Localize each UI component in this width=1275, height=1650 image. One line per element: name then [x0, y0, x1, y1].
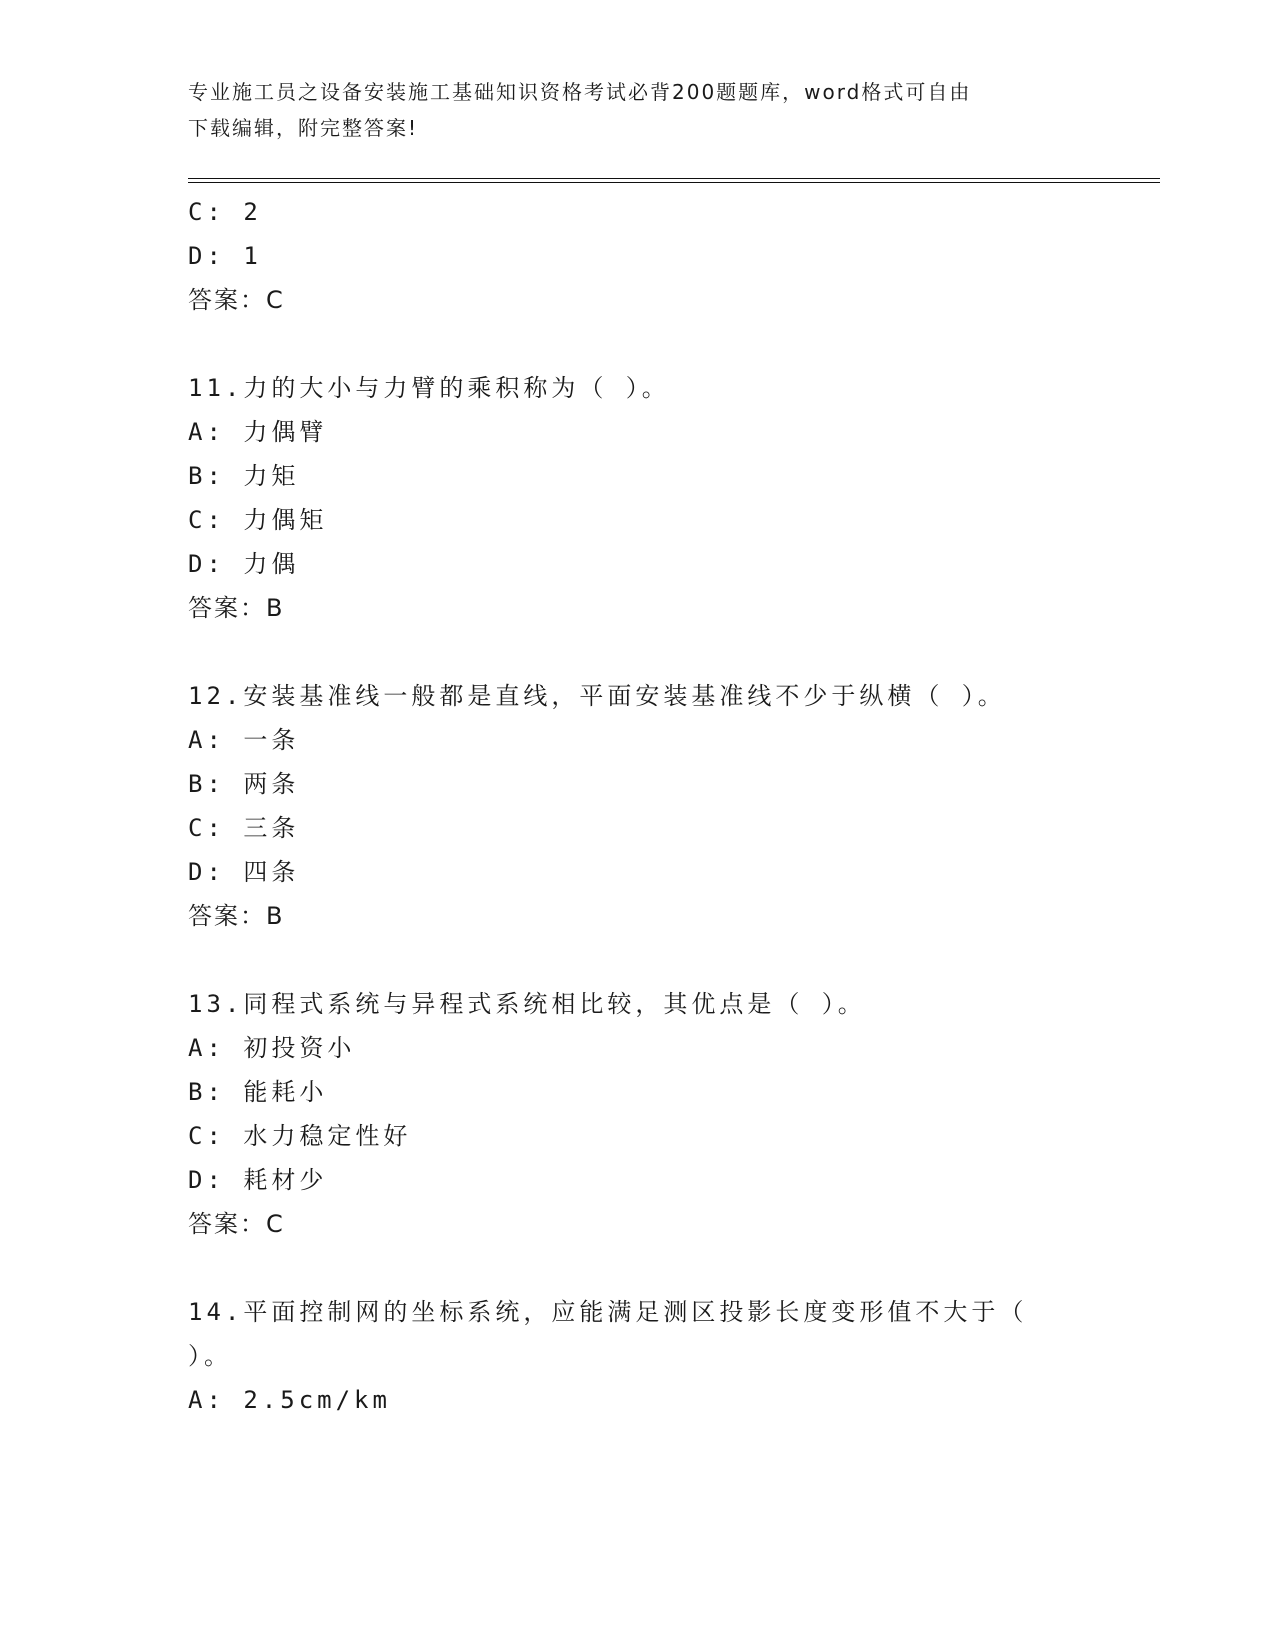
header-divider-bottom — [188, 182, 1160, 183]
header-line-2: 下载编辑，附完整答案! — [188, 116, 419, 140]
option-c: C: 力偶矩 — [188, 506, 328, 534]
option-d: D: 耗材少 — [188, 1166, 328, 1194]
option-b: B: 力矩 — [188, 462, 300, 490]
question-13: 13.同程式系统与异程式系统相比较，其优点是（ ）。 — [188, 990, 866, 1018]
answer-line: 答案：B — [188, 594, 285, 622]
option-d: D: 四条 — [188, 858, 300, 886]
option-a: A: 力偶臂 — [188, 418, 328, 446]
question-14: 14.平面控制网的坐标系统，应能满足测区投影长度变形值不大于（ — [188, 1298, 1028, 1326]
option-b: B: 能耗小 — [188, 1078, 328, 1106]
question-14-continued: ）。 — [188, 1342, 232, 1370]
option-b: B: 两条 — [188, 770, 300, 798]
option-a: A: 一条 — [188, 726, 300, 754]
option-c: C: 三条 — [188, 814, 300, 842]
document-header — [188, 74, 1088, 146]
option-c: C: 水力稳定性好 — [188, 1122, 412, 1150]
question-12: 12.安装基准线一般都是直线，平面安装基准线不少于纵横（ ）。 — [188, 682, 1006, 710]
header-line-1: 专业施工员之设备安装施工基础知识资格考试必背200题题库，word格式可自由 — [188, 80, 972, 104]
answer-line: 答案：B — [188, 902, 285, 930]
answer-line: 答案：C — [188, 286, 285, 314]
option-c: C: 2 — [188, 198, 262, 226]
option-d: D: 1 — [188, 242, 262, 270]
answer-line: 答案：C — [188, 1210, 285, 1238]
question-11: 11.力的大小与力臂的乘积称为（ ）。 — [188, 374, 670, 402]
header-divider-top — [188, 178, 1160, 179]
option-d: D: 力偶 — [188, 550, 300, 578]
option-a: A: 2.5cm/km — [188, 1386, 391, 1414]
option-a: A: 初投资小 — [188, 1034, 356, 1062]
